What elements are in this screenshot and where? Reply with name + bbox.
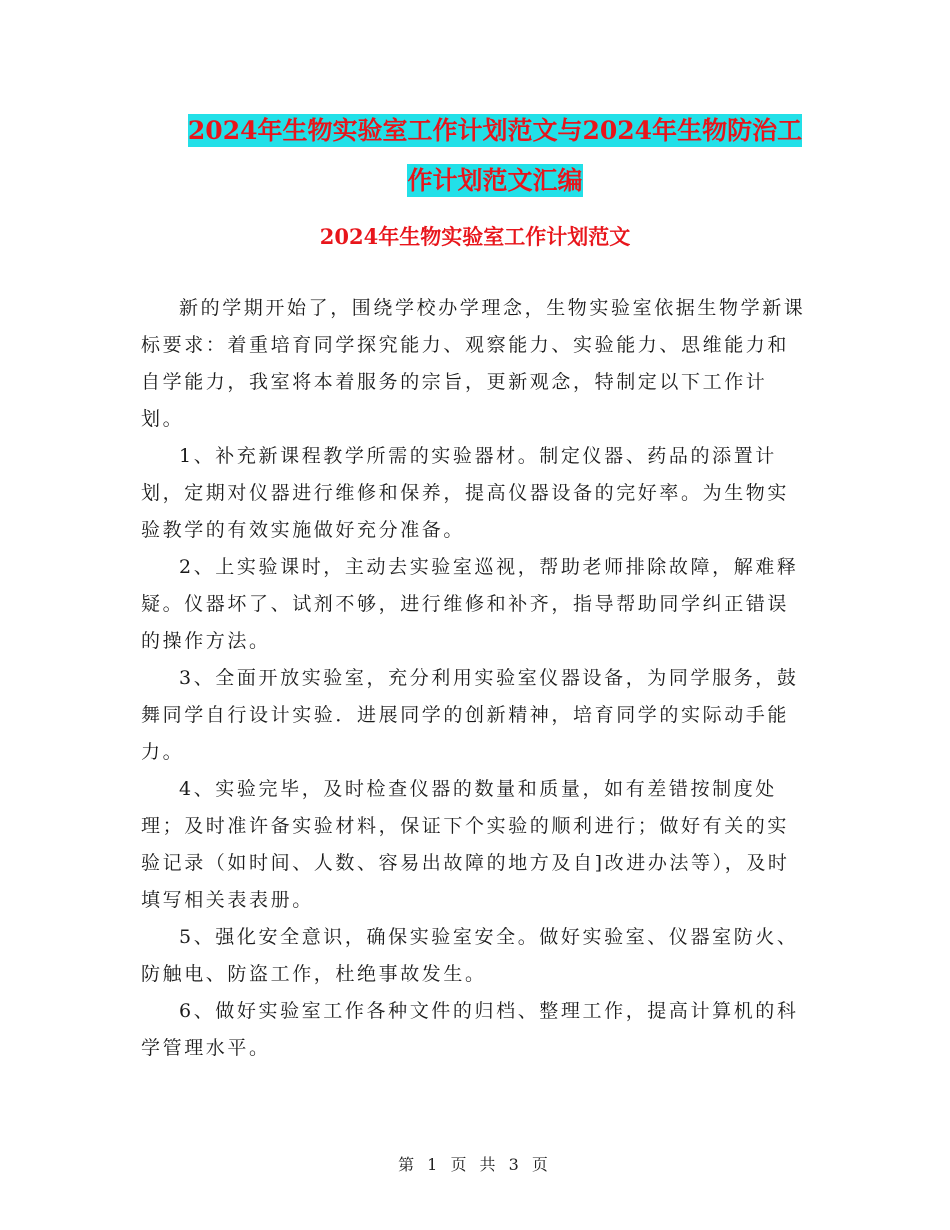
paragraph-item-5: 5、强化安全意识，确保实验室安全。做好实验室、仪器室防火、防触电、防盗工作，杜绝事故发生。 [141,926,799,985]
document-title [150,106,840,206]
paragraph-item-6: 6、做好实验室工作各种文件的归档、整理工作，提高计算机的科学管理水平。 [141,1000,799,1059]
section-title: 2024年生物实验室工作计划范文 [319,224,631,249]
body-text [141,290,807,1067]
page-footer: 第 1 页 共 3 页 [398,1155,552,1174]
intro-paragraph: 新的学期开始了，围绕学校办学理念，生物实验室依据生物学新课标要求：着重培育同学探究能力、观察能力、实验能力、思维能力和自学能力，我室将本着服务的宗旨，更新观念，特制定以下工作计划。 [141,297,806,430]
paragraph-item-3: 3、全面开放实验室，充分利用实验室仪器设备，为同学服务，鼓舞同学自行设计实验．进展同学的创新精神，培育同学的实际动手能力。 [141,667,799,763]
paragraph-item-2: 2、上实验课时，主动去实验室巡视，帮助老师排除故障，解难释疑。仪器坏了、试剂不够，进行维修和补齐，指导帮助同学纠正错误的操作方法。 [141,556,799,652]
document-title-line1: 2024年生物实验室工作计划范文与2024年生物防治工 [187,116,803,145]
paragraph-item-1: 1、补充新课程教学所需的实验器材。制定仪器、药品的添置计划，定期对仪器进行维修和保养，提高仪器设备的完好率。为生物实验教学的有效实施做好充分准备。 [141,445,790,541]
paragraph-item-4: 4、实验完毕，及时检查仪器的数量和质量，如有差错按制度处理；及时准许备实验材料，保证下个实验的顺利进行；做好有关的实验记录（如时间、人数、容易出故障的地方及自]改进办法等），及时填写相关表表册。 [141,778,790,911]
document-title-line2: 作计划范文汇编 [407,166,583,195]
